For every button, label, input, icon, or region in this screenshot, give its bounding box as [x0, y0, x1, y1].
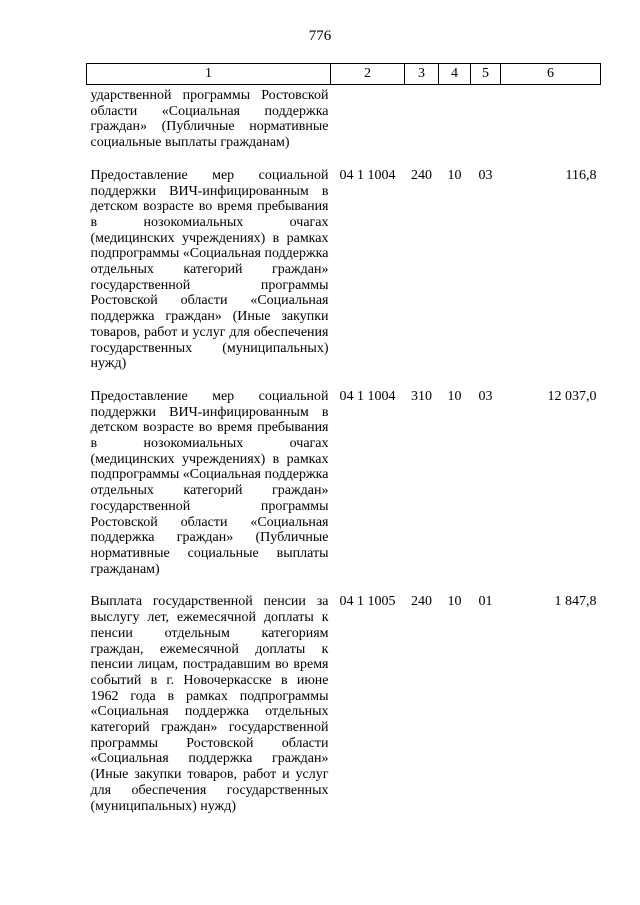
column-header: 3 [405, 64, 439, 85]
row-section-code: 10 [447, 388, 462, 404]
table-row [87, 577, 601, 814]
row-subsection-code: 03 [478, 167, 493, 183]
row-expense-type-code: 310 [411, 388, 432, 404]
table-header-row [87, 64, 601, 85]
row-section-code [439, 85, 471, 151]
row-expense-type-code: 240 [411, 594, 432, 610]
row-expense-type-code: 240 [411, 167, 432, 183]
row-target-item-code: 04 1 1004 [339, 167, 396, 183]
row-description: Предоставление мер социальной поддержки ВИЧ-инфицированным в детском возрасте во время пребывания в нозокомиальных очагах (медицинских учреждениях) в рамках подпрограммы «Социальная поддержка отдельных категорий граждан» государственной программы Ростовской области «Социальная поддержка граждан» (Публичные нормативные социальные выплаты гражданам) [90, 388, 329, 577]
row-subsection-code: 01 [478, 594, 493, 610]
table-row [87, 151, 601, 372]
row-amount: 116,8 [565, 167, 597, 183]
row-section-code: 10 [447, 594, 462, 610]
column-header: 6 [501, 64, 601, 85]
table-row [87, 372, 601, 577]
row-description: ударственной программы Ростовской области «Социальная поддержка граждан» (Публичные нормативные социальные выплаты гражданам) [90, 88, 329, 151]
column-header: 4 [439, 64, 471, 85]
row-target-item-code: 04 1 1005 [339, 594, 396, 610]
table-row [87, 85, 601, 151]
row-target-item-code: 04 1 1004 [339, 388, 396, 404]
budget-table [86, 63, 601, 814]
column-header: 2 [331, 64, 405, 85]
row-amount [501, 85, 601, 151]
row-amount: 1 847,8 [554, 594, 597, 610]
row-subsection-code: 03 [478, 388, 493, 404]
row-expense-type-code [405, 85, 439, 151]
row-description: Предоставление мер социальной поддержки ВИЧ-инфицированным в детском возрасте во время пребывания в нозокомиальных очагах (медицинских учреждениях) в рамках подпрограммы «Социальная поддержка отдельных категорий граждан» государственной программы Ростовской области «Социальная поддержка граждан» (Иные закупки товаров, работ и услуг для обеспечения государственных (муниципальных) нужд) [90, 167, 329, 372]
row-section-code: 10 [447, 167, 462, 183]
row-description: Выплата государственной пенсии за выслугу лет, ежемесячной доплаты к пенсии отдельным категориям граждан, ежемесячной доплаты к пенсии лицам, пострадавшим во время событий в г. Новочеркасске в июне 1962 года в рамках подпрограммы «Социальная поддержка отдельных категорий граждан» государственной программы Ростовской области «Социальная поддержка граждан» (Иные закупки товаров, работ и услуг для обеспечения государственных (муниципальных) нужд) [90, 594, 329, 814]
row-amount: 12 037,0 [547, 388, 597, 404]
row-target-item-code [331, 85, 405, 151]
column-header: 1 [87, 64, 331, 85]
column-header: 5 [471, 64, 501, 85]
page-number: 776 [308, 28, 332, 44]
row-subsection-code [471, 85, 501, 151]
